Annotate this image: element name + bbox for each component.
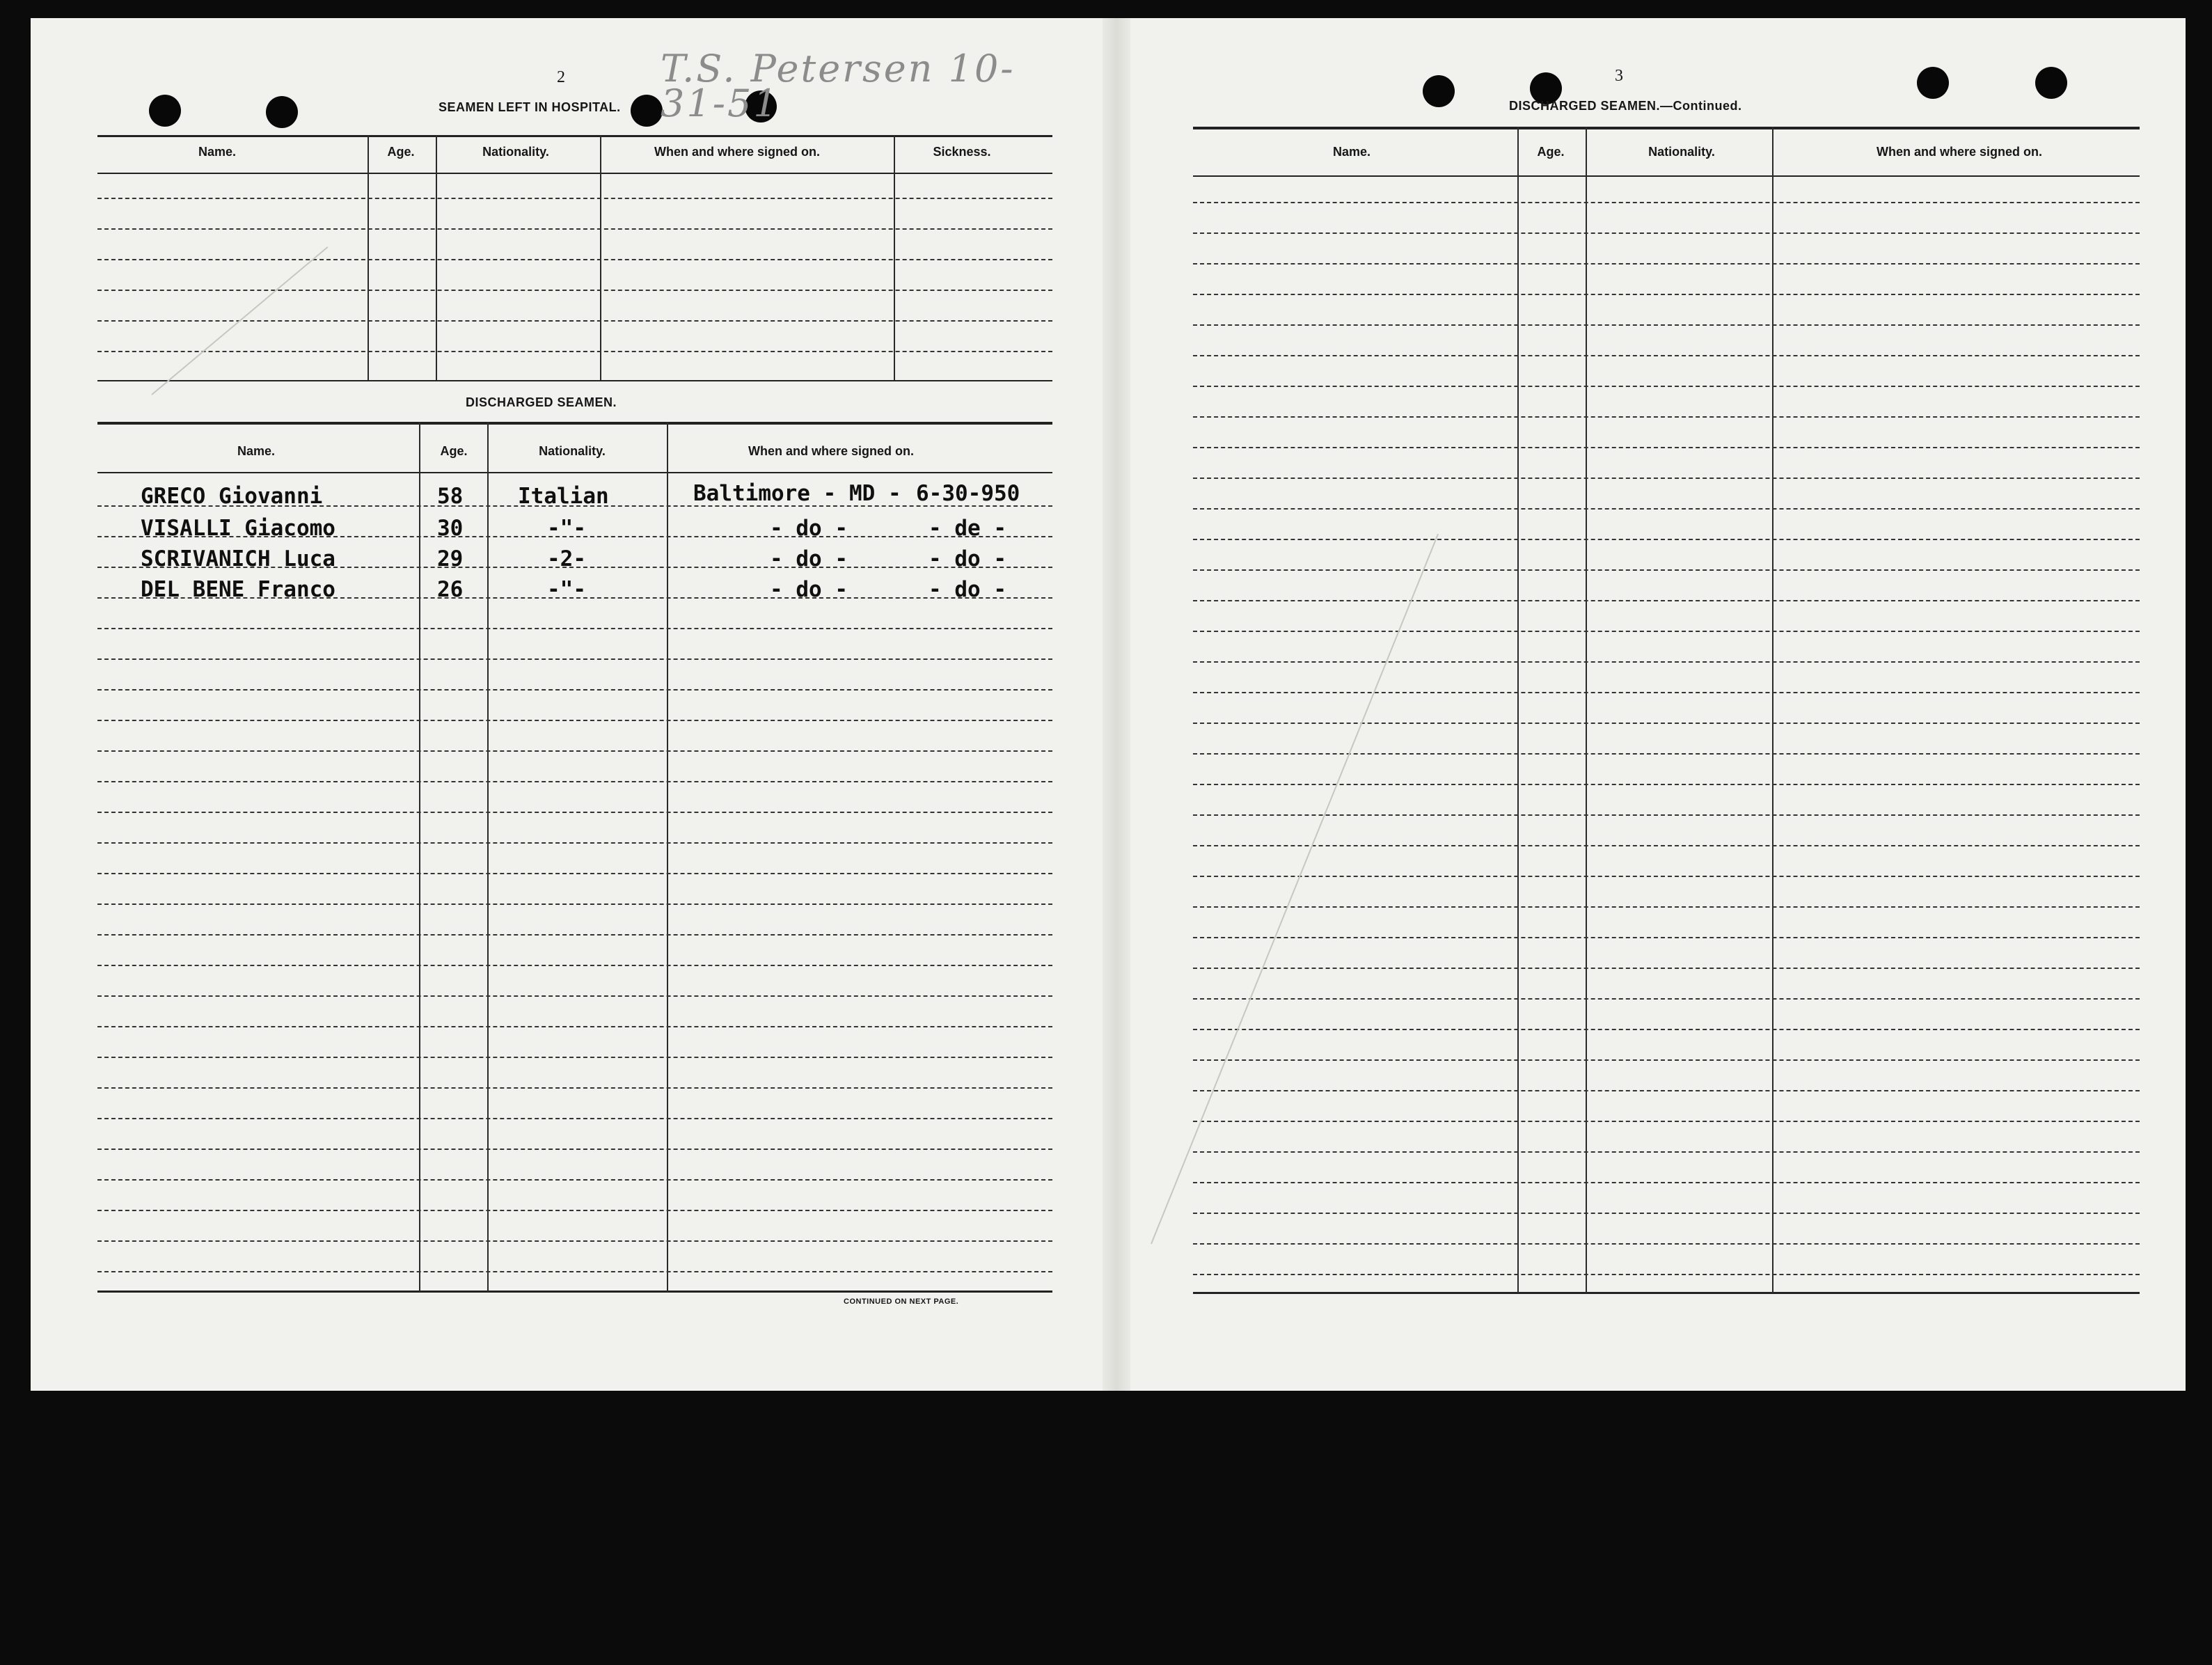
ruled-line (97, 1271, 1052, 1272)
ruled-line (97, 290, 1052, 291)
column-divider (419, 422, 420, 1292)
ruled-line (1193, 1274, 2140, 1275)
seaman-name: VISALLI Giacomo (141, 516, 335, 541)
signed-on-date: - do - (929, 546, 1006, 571)
ruled-line (97, 720, 1052, 721)
ruled-line (1193, 478, 2140, 479)
right-header-rule (1193, 175, 2140, 177)
ruled-line (1193, 202, 2140, 203)
ruled-line (1193, 1243, 2140, 1245)
discharged-col-signed-on: When and where signed on. (748, 444, 915, 458)
right-page (1130, 18, 2186, 1391)
seaman-name: DEL BENE Franco (141, 577, 335, 602)
page-number: 3 (1615, 67, 1623, 85)
seaman-nationality: Italian (518, 484, 609, 509)
ruled-line (97, 228, 1052, 230)
hospital-col-nationality: Nationality. (482, 145, 549, 159)
ruled-line (97, 259, 1052, 260)
ruled-line (1193, 661, 2140, 663)
ruled-line (1193, 814, 2140, 816)
pencil-strike (1151, 534, 1439, 1245)
seaman-age: 29 (437, 546, 464, 571)
ruled-line (97, 750, 1052, 752)
ruled-line (1193, 447, 2140, 448)
right-col-age: Age. (1537, 145, 1565, 159)
seaman-nationality: -"- (547, 516, 586, 541)
left-page (31, 18, 1103, 1391)
discharged-col-name: Name. (237, 444, 276, 458)
signed-on-place: Baltimore - MD - (693, 481, 901, 506)
ruled-line (1193, 355, 2140, 356)
hospital-col-age: Age. (387, 145, 415, 159)
seaman-age: 30 (437, 516, 464, 541)
signed-on-place: - do - (770, 546, 848, 571)
column-divider (436, 135, 437, 380)
ruled-line (1193, 232, 2140, 234)
discharged-col-nationality: Nationality. (539, 444, 606, 458)
ruled-line (1193, 692, 2140, 693)
seaman-name: GRECO Giovanni (141, 484, 323, 509)
ruled-line (1193, 263, 2140, 265)
ruled-line (1193, 723, 2140, 724)
seaman-age: 26 (437, 577, 464, 602)
ruled-line (1193, 324, 2140, 326)
ruled-line (97, 1087, 1052, 1089)
hospital-table-bottom-rule (97, 380, 1052, 381)
ruled-line (97, 1118, 1052, 1119)
ruled-line (1193, 1090, 2140, 1091)
right-table-top-rule (1193, 127, 2140, 129)
column-divider (894, 135, 895, 380)
column-divider (487, 422, 489, 1292)
ruled-line (97, 1240, 1052, 1242)
discharged-table-top-rule (97, 422, 1052, 425)
punch-hole (149, 95, 181, 127)
punch-hole (266, 96, 298, 128)
ruled-line (1193, 600, 2140, 601)
ruled-line (1193, 968, 2140, 969)
ruled-line (97, 628, 1052, 629)
seaman-age: 58 (437, 484, 464, 509)
column-divider (368, 135, 369, 380)
hospital-section-title: SEAMEN LEFT IN HOSPITAL. (439, 100, 621, 114)
signed-on-date: 6-30-950 (916, 481, 1020, 506)
ruled-line (1193, 416, 2140, 418)
ruled-line (1193, 1151, 2140, 1153)
ruled-line (1193, 1182, 2140, 1183)
signed-on-place: - do - (770, 516, 848, 541)
ruled-line (97, 1149, 1052, 1150)
handwritten-note: T.S. Petersen 10-31-51 (661, 47, 1016, 125)
column-divider (1586, 127, 1587, 1293)
discharged-table-bottom-rule (97, 1291, 1052, 1293)
ruled-line (1193, 906, 2140, 908)
ruled-line (97, 1210, 1052, 1211)
column-divider (1772, 127, 1773, 1293)
punch-hole (631, 95, 663, 127)
ruled-line (1193, 1121, 2140, 1122)
ruled-line (1193, 294, 2140, 295)
ruled-line (97, 995, 1052, 997)
ruled-line (97, 934, 1052, 936)
discharged-col-age: Age. (440, 444, 468, 458)
signed-on-date: - do - (929, 577, 1006, 602)
discharged-continued-title: DISCHARGED SEAMEN.—Continued. (1509, 99, 1742, 113)
ruled-line (1193, 998, 2140, 1000)
ruled-line (97, 351, 1052, 352)
seaman-nationality: -2- (547, 546, 586, 571)
ruled-line (97, 842, 1052, 844)
ruled-line (97, 812, 1052, 813)
document-scan (31, 18, 2186, 1391)
hospital-col-sickness: Sickness. (933, 145, 991, 159)
ruled-line (97, 903, 1052, 905)
punch-hole (1423, 75, 1455, 107)
ruled-line (97, 658, 1052, 660)
punch-hole (2035, 67, 2067, 99)
column-divider (667, 422, 668, 1292)
right-col-nationality: Nationality. (1648, 145, 1715, 159)
ruled-line (1193, 845, 2140, 846)
ruled-line (1193, 1059, 2140, 1061)
right-col-signed-on: When and where signed on. (1876, 145, 2043, 159)
ruled-line (97, 965, 1052, 966)
discharged-header-rule (97, 472, 1052, 473)
seaman-nationality: -"- (547, 577, 586, 602)
ruled-line (1193, 876, 2140, 877)
page-gutter (1103, 18, 1130, 1391)
ruled-line (97, 1057, 1052, 1058)
ruled-line (1193, 539, 2140, 540)
ruled-line (97, 198, 1052, 199)
ruled-line (97, 873, 1052, 874)
ruled-line (97, 781, 1052, 782)
ruled-line (1193, 508, 2140, 510)
column-divider (1517, 127, 1519, 1293)
signed-on-place: - do - (770, 577, 848, 602)
page-number: 2 (557, 68, 565, 86)
ruled-line (1193, 1213, 2140, 1214)
ruled-line (97, 1179, 1052, 1181)
ruled-line (1193, 937, 2140, 938)
seaman-name: SCRIVANICH Luca (141, 546, 335, 571)
ruled-line (97, 1026, 1052, 1027)
right-table-bottom-rule (1193, 1292, 2140, 1294)
right-col-name: Name. (1332, 145, 1371, 159)
hospital-table-top-rule (97, 135, 1052, 137)
signed-on-date: - de - (929, 516, 1006, 541)
ruled-line (1193, 386, 2140, 387)
column-divider (600, 135, 601, 380)
ruled-line (1193, 631, 2140, 632)
punch-hole (1917, 67, 1949, 99)
ruled-line (1193, 1029, 2140, 1030)
discharged-section-title: DISCHARGED SEAMEN. (466, 395, 617, 409)
hospital-header-rule (97, 173, 1052, 174)
ruled-line (1193, 569, 2140, 571)
hospital-col-signed-on: When and where signed on. (654, 145, 821, 159)
continued-note: CONTINUED ON NEXT PAGE. (844, 1297, 959, 1306)
ruled-line (97, 689, 1052, 691)
hospital-col-name: Name. (198, 145, 237, 159)
ruled-line (1193, 753, 2140, 755)
